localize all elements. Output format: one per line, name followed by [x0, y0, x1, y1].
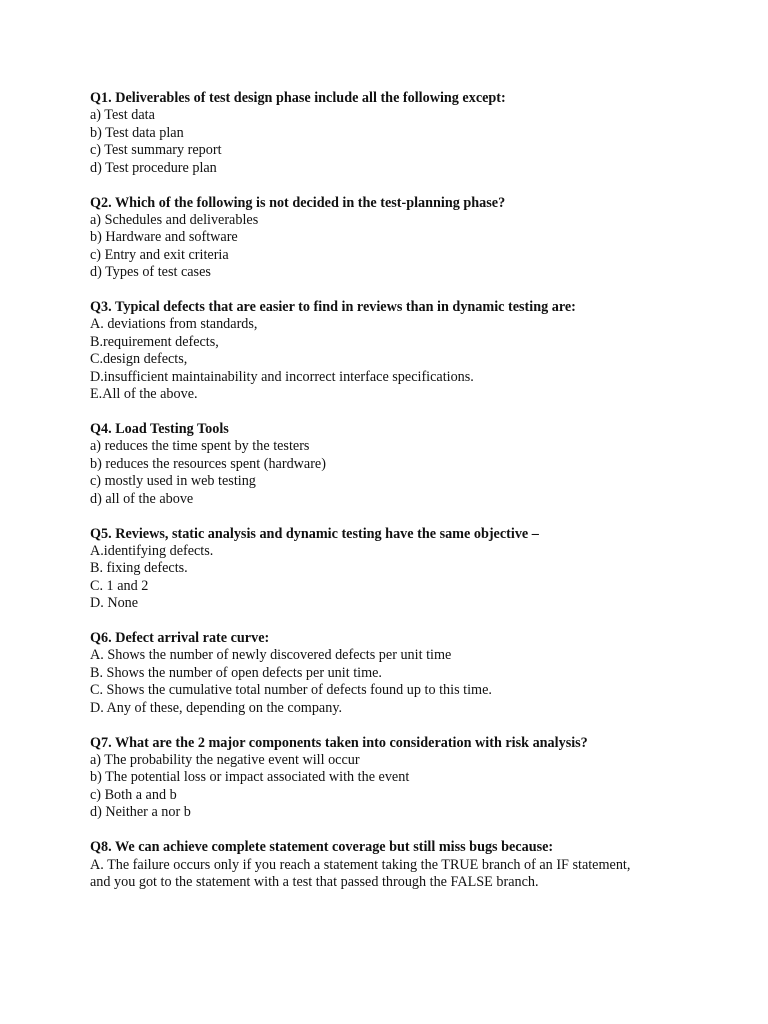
answer-option: b) Hardware and software	[90, 229, 238, 246]
question-title: Q4. Load Testing Tools	[90, 421, 229, 437]
question-6	[90, 630, 750, 717]
answer-option: b) Test data plan	[90, 124, 184, 141]
answer-option: B. Shows the number of open defects per unit time.	[90, 664, 382, 681]
question-8	[90, 839, 750, 891]
answer-option: c) Entry and exit criteria	[90, 246, 229, 263]
answer-option: c) mostly used in web testing	[90, 473, 256, 490]
answer-option: C. 1 and 2	[90, 577, 149, 594]
answer-option: b) The potential loss or impact associated with the event	[90, 769, 410, 786]
question-title: Q5. Reviews, static analysis and dynamic testing have the same objective –	[90, 525, 539, 542]
answer-option: and you got to the statement with a test that passed through the FALSE branch.	[90, 873, 539, 890]
question-title: Q7. What are the 2 major components taken into consideration with risk analysis?	[90, 734, 588, 751]
question-2	[90, 195, 750, 282]
answer-option: a) Test data	[90, 107, 155, 124]
answer-option: D.insufficient maintainability and incorrect interface specifications.	[90, 368, 474, 385]
answer-option: d) Neither a nor b	[90, 804, 191, 821]
question-1	[90, 90, 750, 177]
answer-option: a) reduces the time spent by the testers	[90, 438, 310, 455]
question-title: Q2. Which of the following is not decided in the test-planning phase?	[90, 194, 506, 211]
answer-option: d) Test procedure plan	[90, 159, 217, 176]
answer-option: d) Types of test cases	[90, 264, 211, 281]
answer-option: c) Both a and b	[90, 786, 177, 803]
question-4	[90, 421, 750, 508]
answer-option: A. deviations from standards,	[90, 316, 258, 333]
answer-option: A. The failure occurs only if you reach a statement taking the TRUE branch of an IF statement,	[90, 856, 631, 873]
answer-option: E.All of the above.	[90, 386, 198, 403]
answer-option: B.requirement defects,	[90, 333, 219, 350]
answer-option: D. None	[90, 595, 139, 612]
answer-option: D. Any of these, depending on the company.	[90, 699, 343, 716]
answer-option: A.identifying defects.	[90, 542, 214, 559]
question-7	[90, 735, 750, 822]
answer-option: b) reduces the resources spent (hardware)	[90, 455, 326, 472]
question-title: Q8. We can achieve complete statement coverage but still miss bugs because:	[90, 839, 554, 856]
answer-option: B. fixing defects.	[90, 560, 188, 577]
question-title: Q6. Defect arrival rate curve:	[90, 630, 270, 647]
answer-option: a) The probability the negative event will occur	[90, 752, 360, 768]
answer-option: C. Shows the cumulative total number of defects found up to this time.	[90, 682, 492, 699]
question-3	[90, 299, 750, 403]
answer-option: A. Shows the number of newly discovered defects per unit time	[90, 647, 452, 664]
question-5	[90, 526, 750, 613]
question-title: Q3. Typical defects that are easier to find in reviews than in dynamic testing are:	[90, 299, 576, 316]
answer-option: d) all of the above	[90, 490, 194, 507]
document-page	[90, 90, 750, 909]
answer-option: C.design defects,	[90, 351, 188, 368]
answer-option: c) Test summary report	[90, 142, 222, 159]
answer-option: a) Schedules and deliverables	[90, 211, 259, 228]
question-title: Q1. Deliverables of test design phase include all the following except:	[90, 90, 506, 106]
